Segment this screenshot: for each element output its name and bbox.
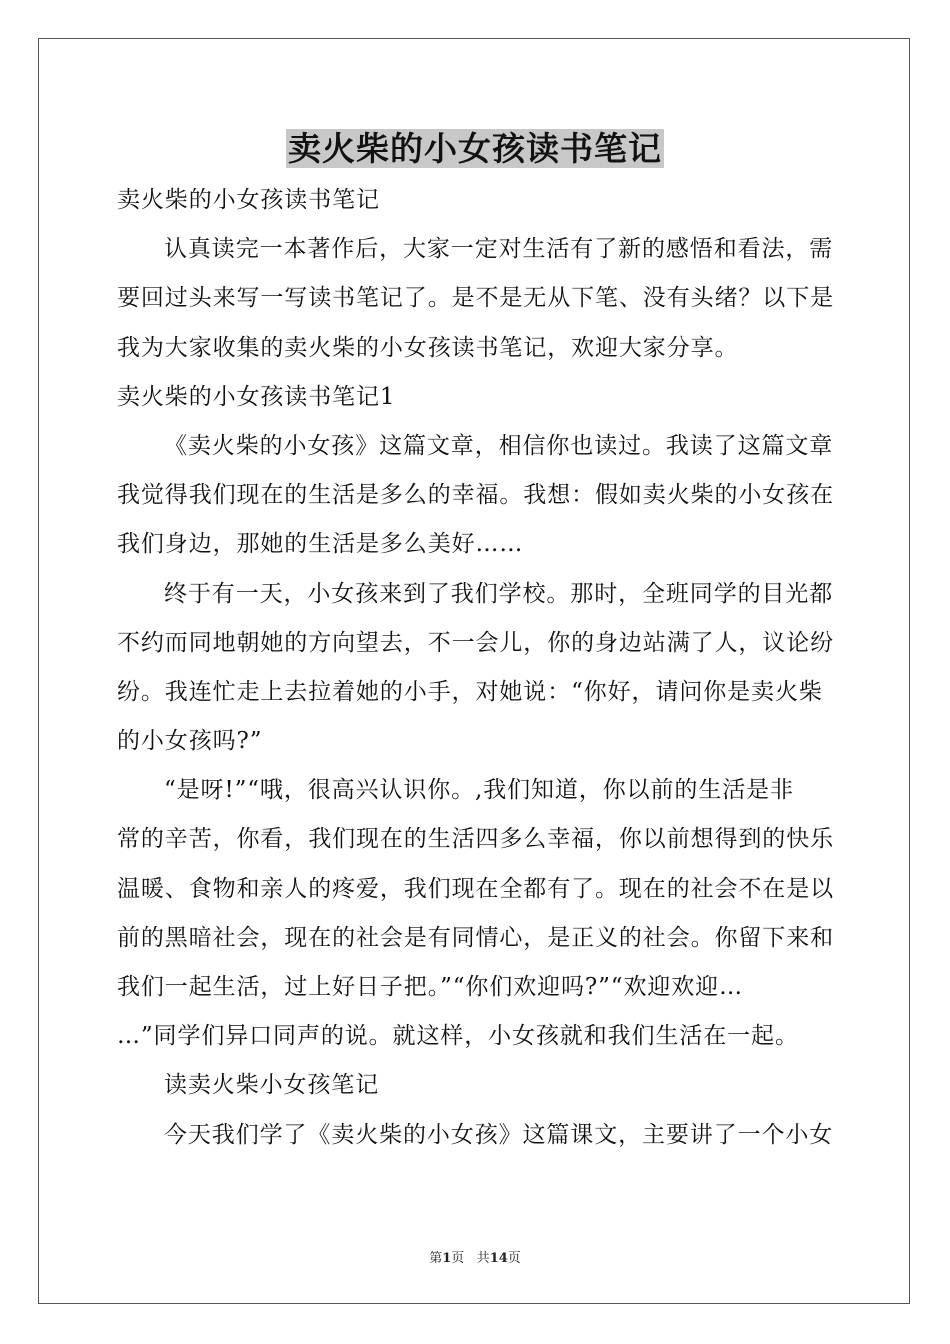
text-line: 我觉得我们现在的生活是多么的幸福。我想：假如卖火柴的小女孩在	[117, 482, 834, 509]
total-pages: 14	[489, 1251, 508, 1266]
text-line: 卖火柴的小女孩读书笔记1	[117, 383, 396, 410]
text-line: 终于有一天，小女孩来到了我们学校。那时，全班同学的目光都	[164, 580, 834, 607]
text-line: 我为大家收集的卖火柴的小女孩读书笔记，欢迎大家分享。	[117, 334, 739, 361]
page-number: 1	[442, 1251, 452, 1266]
page-suffix: 页	[451, 1251, 465, 1266]
text-line: 我们一起生活，过上好日子把。”“你们欢迎吗?”“欢迎欢迎…	[117, 974, 743, 1000]
text-line: 的小女孩吗?”	[117, 728, 263, 755]
text-line: “是呀!”“哦，很高兴认识你。,我们知道，你以前的生活是非	[164, 777, 794, 804]
text-line: 前的黑暗社会，现在的社会是有同情心，是正义的社会。你留下来和	[117, 924, 834, 951]
document-body	[117, 176, 833, 1160]
page-footer	[0, 1247, 950, 1266]
total-suffix: 页	[507, 1251, 521, 1266]
text-line: 温暖、食物和亲人的疼爱，我们现在全都有了。现在的社会不在是以	[117, 875, 834, 902]
text-line: 认真读完一本著作后，大家一定对生活有了新的感悟和看法，需	[164, 236, 834, 263]
page-prefix: 第	[429, 1251, 443, 1266]
text-line: 读卖火柴小女孩笔记	[164, 1072, 380, 1099]
text-line: 我们身边，那她的生活是多么美好……	[117, 531, 524, 558]
text-line: 不约而同地朝她的方向望去，不一会儿，你的身边站满了人，议论纷	[117, 629, 834, 656]
document-title-text: 卖火柴的小女孩读书笔记	[288, 129, 662, 168]
text-line: 卖火柴的小女孩读书笔记	[117, 187, 380, 213]
text-line: 今天我们学了《卖火柴的小女孩》这篇课文，主要讲了一个小女	[164, 1121, 834, 1148]
text-line: 《卖火柴的小女孩》这篇文章，相信你也读过。我读了这篇文章	[164, 432, 834, 459]
total-prefix: 共	[476, 1251, 490, 1266]
text-line: …”同学们异口同声的说。就这样，小女孩就和我们生活在一起。	[117, 1023, 799, 1050]
text-line: 常的辛苦，你看，我们现在的生活四多么幸福，你以前想得到的快乐	[117, 826, 834, 853]
document-title	[0, 128, 950, 170]
text-line: 要回过头来写一写读书笔记了。是不是无从下笔、没有头绪？以下是	[117, 285, 834, 312]
text-line: 纷。我连忙走上去拉着她的小手，对她说：“你好，请问你是卖火柴	[117, 678, 823, 705]
